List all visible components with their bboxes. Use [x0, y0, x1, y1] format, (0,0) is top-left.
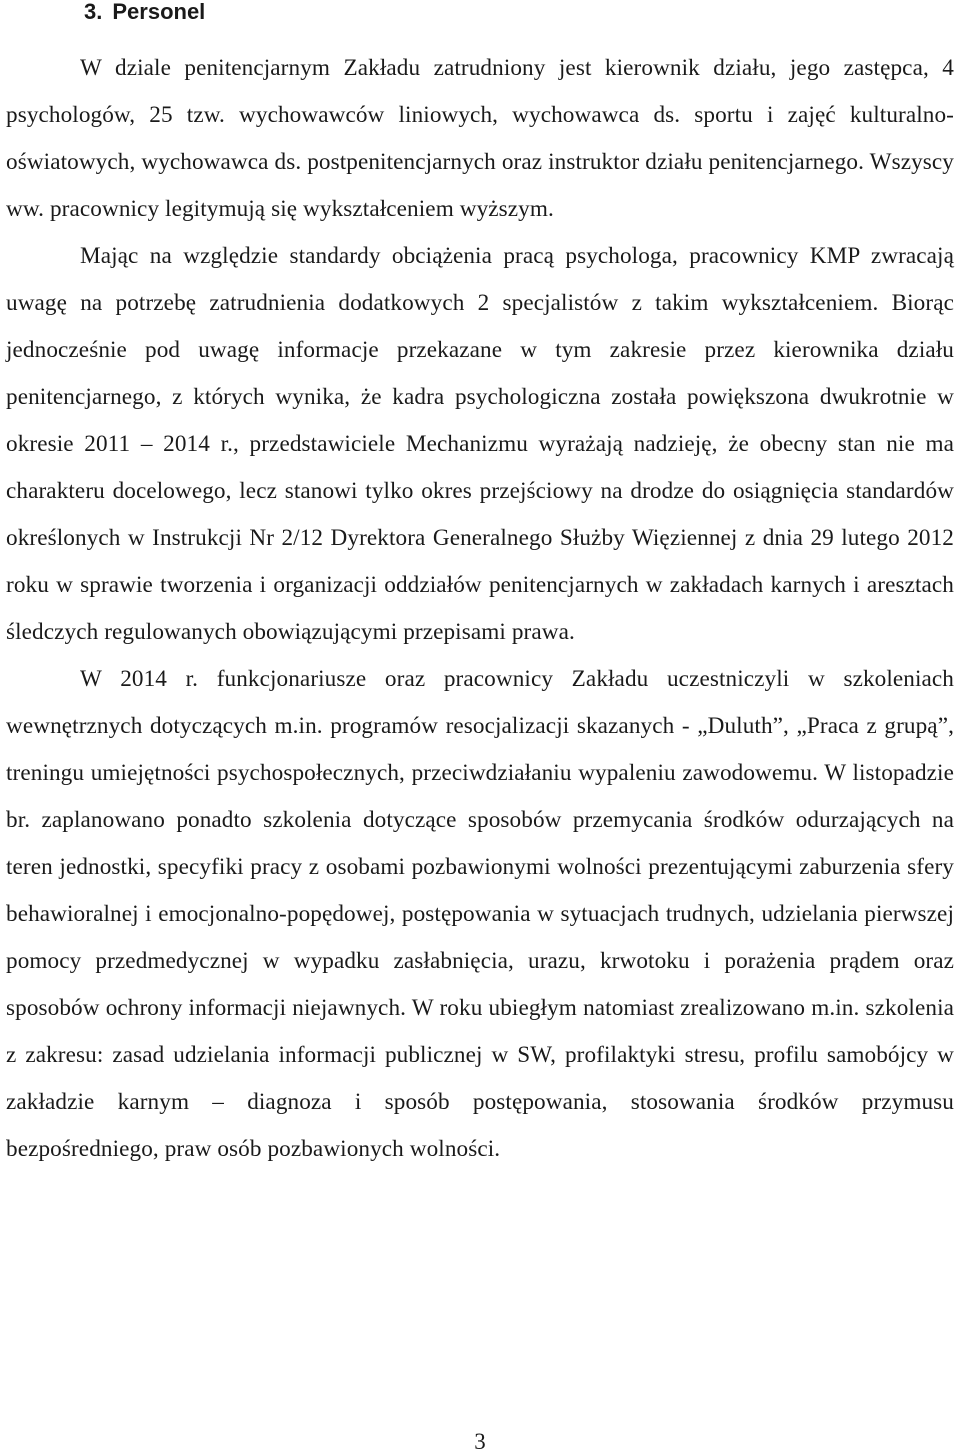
paragraph-staff: W dziale penitencjarnym Zakładu zatrudniony jest kierownik działu, jego zastępca, 4 psychologów, 25 tzw. wychowawców liniowych, wychowawca ds. sportu i zajęć kulturalno-oświatowych, wychowawca ds. postpenitencjarnych oraz instruktor działu penitencjarnego. Wszyscy ww. pracownicy legitymują się wykształceniem wyższym. [6, 55, 954, 222]
page-number: 3 [474, 1429, 486, 1454]
section-title: Personel [112, 0, 206, 24]
document-page [6, 0, 954, 1173]
paragraph-trainings: W 2014 r. funkcjonariusze oraz pracownicy Zakładu uczestniczyli w szkoleniach wewnętrznych dotyczących m.in. programów resocjalizacji skazanych - „Duluth”, „Praca z grupą”, treningu umiejętności psychospołecznych, przeciwdziałaniu wypaleniu zawodowemu. W listopadzie br. zaplanowano ponadto szkolenia dotyczące sposobów przemycania środków odurzających na teren jednostki, specyfiki pracy z osobami pozbawionymi wolności prezentującymi zaburzenia sfery behawioralnej i emocjonalno-popędowej, postępowania w sytuacjach trudnych, udzielania pierwszej pomocy przedmedycznej w wypadku zasłabnięcia, urazu, krwotoku i porażenia prądem oraz sposobów ochrony informacji niejawnych. W roku ubiegłym natomiast zrealizowano m.in. szkolenia z zakresu: zasad udzielania informacji publicznej w SW, profilaktyki stresu, profilu samobójcy w zakładzie karnym – diagnoza i sposób postępowania, stosowania środków przymusu bezpośredniego, praw osób pozbawionych wolności. [6, 666, 954, 1162]
section-heading [84, 0, 954, 24]
paragraph-psychologists: Mając na względzie standardy obciążenia pracą psychologa, pracownicy KMP zwracają uwagę na potrzebę zatrudnienia dodatkowych 2 specjalistów z takim wykształceniem. Biorąc jednocześnie pod uwagę informacje przekazane w tym zakresie przez kierownika działu penitencjarnego, z których wynika, że kadra psychologiczna została powiększona dwukrotnie w okresie 2011 – 2014 r., przedstawiciele Mechanizmu wyrażają nadzieję, że obecny stan nie ma charakteru docelowego, lecz stanowi tylko okres przejściowy na drodze do osiągnięcia standardów określonych w Instrukcji Nr 2/12 Dyrektora Generalnego Służby Więziennej z dnia 29 lutego 2012 roku w sprawie tworzenia i organizacji oddziałów penitencjarnych w zakładach karnych i aresztach śledczych regulowanych obowiązującymi przepisami prawa. [6, 243, 954, 645]
section-number: 3. [84, 0, 103, 24]
